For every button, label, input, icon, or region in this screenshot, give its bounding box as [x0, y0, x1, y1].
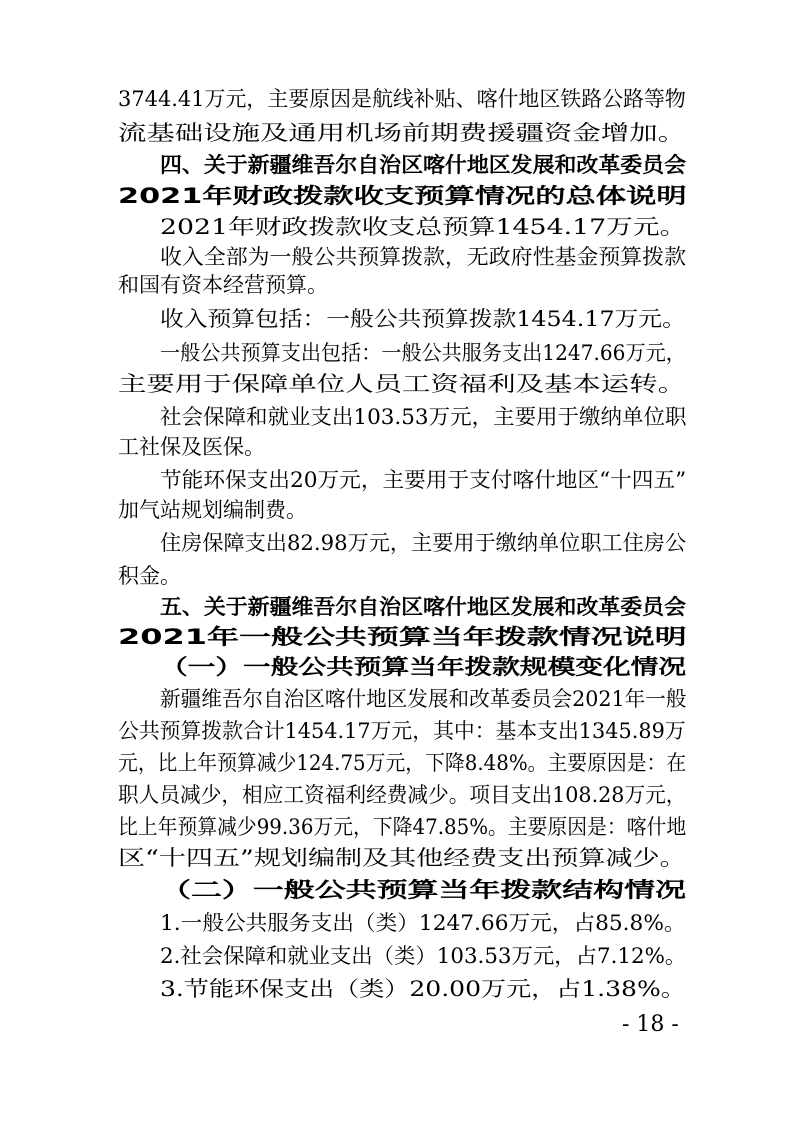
body-text-line: 收入预算包括：一般公共预算拨款1454.17万元。 — [160, 307, 686, 331]
section-heading-5-cont: 2021年一般公共预算当年拨款情况说明 — [118, 625, 687, 649]
list-item: 1.一般公共服务支出（类）1247.66万元，占85.8%。 — [160, 911, 686, 935]
body-text-line: 区“十四五”规划编制及其他经费支出预算减少。 — [118, 846, 687, 870]
body-text-line: 公共预算拨款合计1454.17万元，其中：基本支出1345.89万 — [118, 719, 686, 743]
section-heading-4-cont: 2021年财政拨款收支预算情况的总体说明 — [118, 184, 687, 208]
body-text-line: 3744.41万元，主要原因是航线补贴、喀什地区铁路公路等物 — [118, 87, 686, 111]
body-text-line: 节能环保支出20万元，主要用于支付喀什地区“十四五” — [160, 468, 687, 492]
list-item: 2.社会保障和就业支出（类）103.53万元，占7.12%。 — [160, 944, 687, 968]
body-text-line: 社会保障和就业支出103.53万元，主要用于缴纳单位职 — [160, 405, 687, 429]
body-text-line: 职人员减少，相应工资福利经费减少。项目支出108.28万元， — [118, 783, 687, 807]
body-text-line: 比上年预算减少99.36万元，下降47.85%。主要原因是：喀什地 — [118, 815, 687, 839]
subsection-heading-2: （二）一般公共预算当年拨款结构情况 — [160, 878, 686, 902]
page-number: - 18 - — [622, 1012, 679, 1037]
body-text-line: 2021年财政拨款收支总预算1454.17万元。 — [160, 215, 687, 239]
section-heading-5: 五、关于新疆维吾尔自治区喀什地区发展和改革委员会 — [160, 595, 686, 619]
body-text-line: 住房保障支出82.98万元，主要用于缴纳单位职工住房公 — [160, 531, 687, 555]
body-text-line: 收入全部为一般公共预算拨款，无政府性基金预算拨款 — [160, 245, 686, 269]
body-text-line: 加气站规划编制费。 — [118, 498, 307, 522]
body-text-line: 主要用于保障单位人员工资福利及基本运转。 — [118, 372, 686, 396]
body-text-line: 流基础设施及通用机场前期费援疆资金增加。 — [118, 121, 686, 145]
body-text-line: 元，比上年预算减少124.75万元，下降8.48%。主要原因是：在 — [118, 751, 687, 775]
list-item: 3.节能环保支出（类）20.00万元，占1.38%。 — [160, 977, 686, 1001]
body-text-line: 和国有资本经营预算。 — [118, 273, 328, 297]
body-text-line: 一般公共预算支出包括：一般公共服务支出1247.66万元， — [160, 341, 686, 365]
subsection-heading-1: （一）一般公共预算当年拨款规模变化情况 — [160, 655, 686, 679]
body-text-line: 工社保及医保。 — [118, 435, 265, 459]
body-text-line: 积金。 — [118, 564, 181, 588]
body-text-line: 新疆维吾尔自治区喀什地区发展和改革委员会2021年一般 — [160, 687, 687, 711]
section-heading-4: 四、关于新疆维吾尔自治区喀什地区发展和改革委员会 — [160, 153, 686, 177]
